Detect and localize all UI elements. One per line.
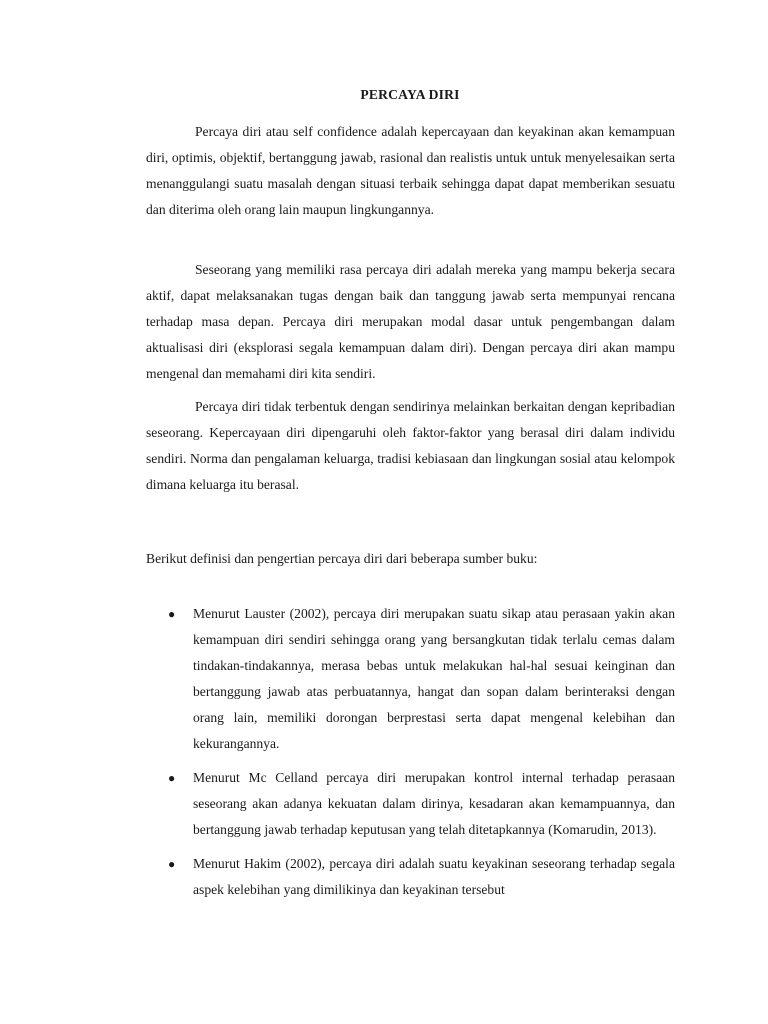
list-item-hakim [146, 851, 675, 903]
list-item-text: Menurut Lauster (2002), percaya diri merupakan suatu sikap atau perasaan yakin akan kemampuan diri sendiri sehingga orang yang bersangkutan tidak terlalu cemas dalam tindakan-tindakannya, merasa bebas untuk melakukan hal-hal sesuai keinginan dan bertanggung jawab atas perbuatannya, hangat dan sopan dalam berinteraksi dengan orang lain, memiliki dorongan berprestasi serta dapat mengenal kelebihan dan kekurangannya. [193, 606, 675, 751]
list-item-text: Menurut Hakim (2002), percaya diri adalah suatu keyakinan seseorang terhadap segala aspek kelebihan yang dimilikinya dan keyakinan tersebut [193, 856, 675, 897]
definitions-intro: Berikut definisi dan pengertian percaya diri dari beberapa sumber buku: [146, 551, 538, 566]
paragraph-characteristics: Seseorang yang memiliki rasa percaya diri adalah mereka yang mampu bekerja secara aktif, dapat melaksanakan tugas dengan baik dan tanggung jawab serta mempunyai rencana terhadap masa depan. Percaya diri merupakan modal dasar untuk pengembangan dalam aktualisasi diri (eksplorasi segala kemampuan dalam diri). Dengan percaya diri akan mampu mengenal dan memahami diri kita sendiri. [146, 262, 675, 381]
bullet-icon: ● [168, 857, 176, 871]
document-title: PERCAYA DIRI [360, 87, 460, 102]
list-item-mc-celland [146, 765, 675, 843]
paragraph-definition: Percaya diri atau self confidence adalah kepercayaan dan keyakinan akan kemampuan diri, optimis, objektif, bertanggung jawab, rasional dan realistis untuk untuk menyelesaikan serta menanggulangi suatu masalah dengan situasi terbaik sehingga dapat dapat memberikan sesuatu dan diterima oleh orang lain maupun lingkungannya. [146, 124, 675, 217]
list-item-lauster [146, 601, 675, 757]
bullet-icon: ● [168, 607, 176, 621]
definitions-list [146, 601, 675, 911]
list-item-text: Menurut Mc Celland percaya diri merupakan kontrol internal terhadap perasaan seseorang akan adanya kekuatan dalam dirinya, kesadaran akan kemampuannya, dan bertanggung jawab terhadap keputusan yang telah ditetapkannya (Komarudin, 2013). [193, 770, 675, 837]
paragraph-formation: Percaya diri tidak terbentuk dengan sendirinya melainkan berkaitan dengan kepribadian seseorang. Kepercayaan diri dipengaruhi oleh faktor-faktor yang berasal diri dalam individu sendiri. Norma dan pengalaman keluarga, tradisi kebiasaan dan lingkungan sosial atau kelompok dimana keluarga itu berasal. [146, 399, 675, 492]
bullet-icon: ● [168, 771, 176, 785]
